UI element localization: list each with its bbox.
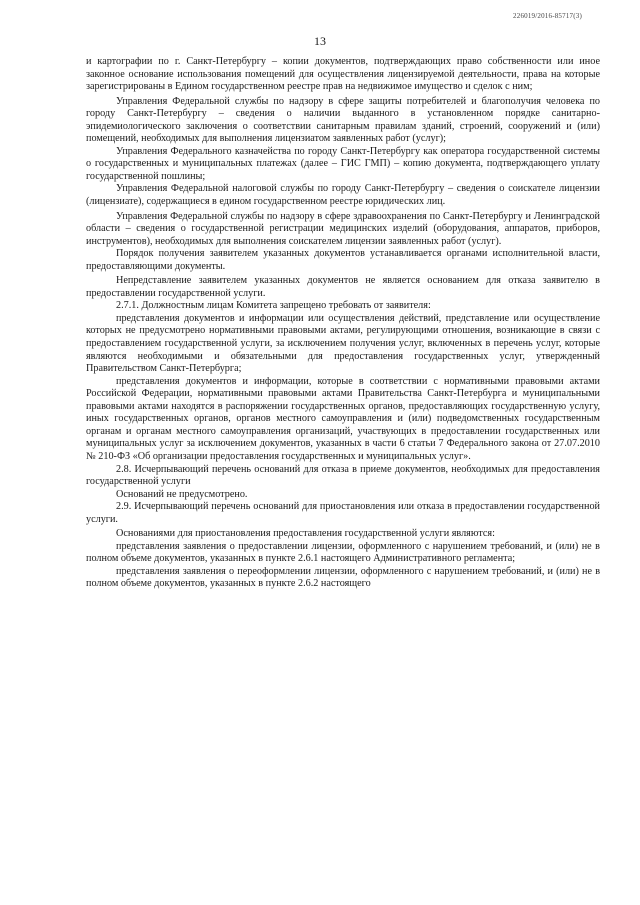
paragraph: Управления Федеральной налоговой службы по городу Санкт-Петербургу – сведения о соискателе лицензии (лицензиате), содержащиеся в едином государственном реестре юридических лиц. <box>86 183 600 208</box>
paragraph: 2.7.1. Должностным лицам Комитета запрещено требовать от заявителя: <box>116 300 431 312</box>
page-number: 13 <box>314 34 326 48</box>
document-body <box>86 56 600 591</box>
paragraph: Порядок получения заявителем указанных документов устанавливается органами исполнительной власти, предоставляющими документы. <box>86 248 600 272</box>
paragraph: Управления Федеральной службы по надзору в сфере здравоохранения по Санкт-Петербургу и Ленинградской области – сведения о государственной регистрации медицинских изделий (оборудования, аппаратов, приборов, инструментов), необходимых для выполнения соискателем лицензии заявленных работ (услуг). <box>86 210 600 247</box>
paragraph: представления документов и информации, которые в соответствии с нормативными правовыми актами Российской Федерации, нормативными правовыми актами Правительства Санкт-Петербурга и муниципальными правовыми актами находятся в распоряжении государственных органов, предоставляющих государственную услугу, иных государственных органов, органов местного самоуправления и (или) подведомственных государственным органам и органам местного самоуправления организаций, участвующих в предоставлении государственных или муниципальных услуг за исключением документов, указанных в части 6 статьи 7 Федерального закона от 27.07.2010 № 210-ФЗ «Об организации предоставления государственных и муниципальных услуг». <box>86 375 600 462</box>
section-heading: 2.8. Исчерпывающий перечень оснований для отказа в приеме документов, необходимых для предоставления государственной услуги <box>86 463 600 488</box>
section-heading: 2.9. Исчерпывающий перечень оснований для приостановления или отказа в предоставлении государственной услуги. <box>86 501 600 525</box>
paragraph: Управления Федерального казначейства по городу Санкт-Петербургу как оператора государственной системы о государственных и муниципальных платежах (далее – ГИС ГМП) – копию документа, подтверждающего уплату государственной пошлины; <box>86 145 600 182</box>
paragraph: и картографии по г. Санкт-Петербургу – копии документов, подтверждающих право собственности или иное законное основание использования помещений для осуществления лицензируемой деятельности, права на которые зарегистрированы в Едином государственном реестре прав на недвижимое имущество и сделок с ним; <box>86 56 600 93</box>
document-id: 226019/2016-85717(3) <box>513 12 582 20</box>
paragraph: Основаниями для приостановления предоставления государственной услуги являются: <box>116 528 495 540</box>
paragraph: Непредставление заявителем указанных документов не является основанием для отказа заявителю в предоставлении государственной услуги. <box>86 275 600 299</box>
paragraph: Оснований не предусмотрено. <box>116 488 248 500</box>
paragraph: Управления Федеральной службы по надзору в сфере защиты потребителей и благополучия человека по городу Санкт-Петербургу – сведения о наличии выданного в установленном порядке санитарно-эпидемиологического заключения о соответствии санитарным правилам зданий, строений, сооружений и (или) помещений, необходимых для выполнения лицензиатом заявленных работ (услуг); <box>86 95 600 145</box>
paragraph: представления заявления о переоформлении лицензии, оформленного с нарушением требований, и (или) не в полном объеме документов, указанных в пункте 2.6.2 настоящего <box>86 565 600 590</box>
paragraph: представления документов и информации или осуществления действий, представление или осуществление которых не предусмотрено нормативными правовыми актами, регулирующими отношения, возникающие в связи с предоставлением государственной услуги, за исключением получения услуг, включенных в перечень услуг, которые являются необходимыми и обязательными для предоставления государственных услуг, утвержденный Правительством Санкт-Петербурга; <box>86 312 600 375</box>
paragraph: представления заявления о предоставлении лицензии, оформленного с нарушением требований, и (или) не в полном объеме документов, указанных в пункте 2.6.1 настоящего Административного регламента; <box>86 540 600 565</box>
